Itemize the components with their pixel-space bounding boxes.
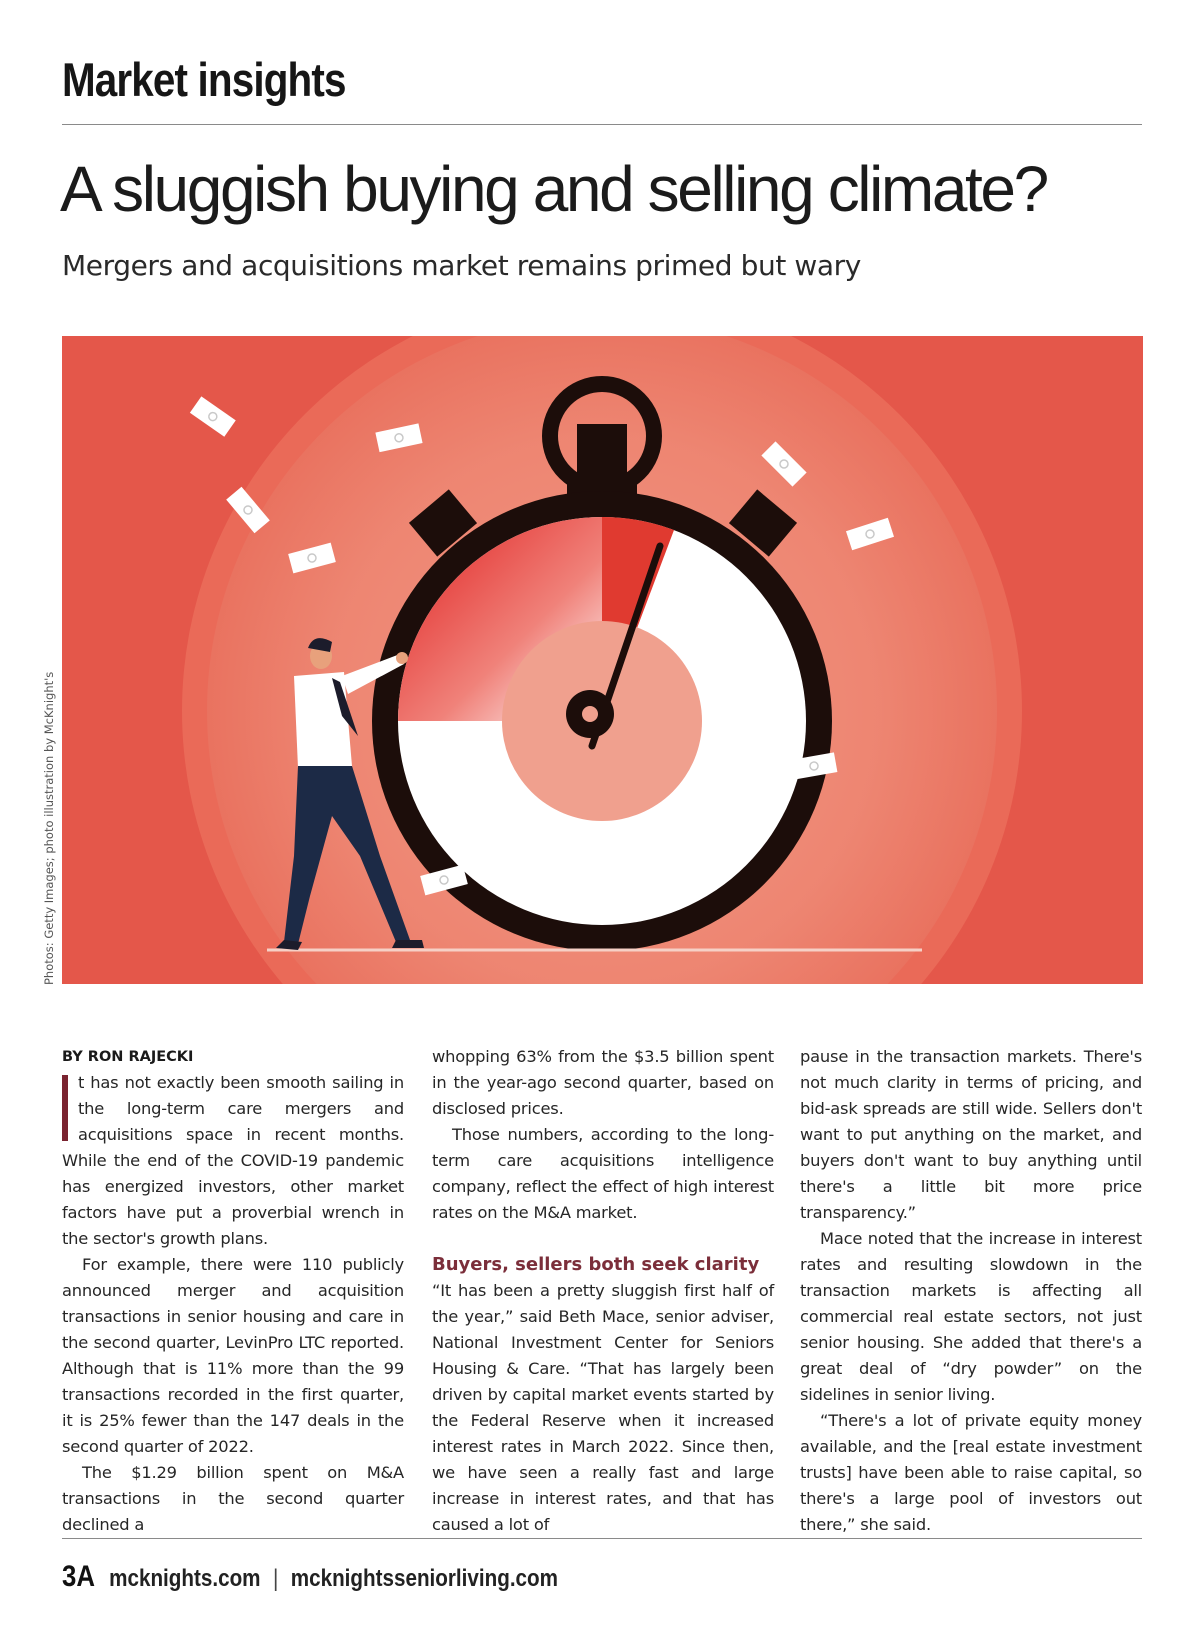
article-column-2 bbox=[432, 1044, 774, 1538]
byline: BY RON RAJECKI bbox=[62, 1049, 194, 1065]
subhead: Buyers, sellers both seek clarity bbox=[432, 1254, 760, 1275]
article-column-1 bbox=[62, 1044, 404, 1538]
footer-divider bbox=[62, 1538, 1142, 1539]
paragraph: “It has been a pretty sluggish first half of the year,” said Beth Mace, senior adviser, National Investment Center for Seniors Housing & Care. “That has largely been driven by capital market events started by the Federal Reserve when it increased interest rates in March 2022. Since then, we have seen a really fast and large increase in interest rates, and that has caused a lot of bbox=[432, 1281, 774, 1534]
article-column-3 bbox=[800, 1044, 1142, 1538]
dropcap bbox=[62, 1075, 68, 1141]
intro-paragraph: t has not exactly been smooth sailing in the long-term care mergers and acquisitions space in recent months. While the end of the COVID-19 pandemic has energized investors, other market factors have put a proverbial wrench in the sector's growth plans. bbox=[62, 1073, 404, 1248]
paragraph: For example, there were 110 publicly announced merger and acquisition transactions in senior housing and care in the second quarter, LevinPro LTC reported. Although that is 11% more than the 99 transactions recorded in the first quarter, it is 25% fewer than the 147 deals in the second quarter of 2022. bbox=[62, 1255, 404, 1456]
footer-link-seniorliving[interactable]: mcknightsseniorliving.com bbox=[290, 1565, 558, 1592]
paragraph: “There's a lot of private equity money available, and the [real estate investment trusts] have been able to raise capital, so there's a large pool of investors out there,” she said. bbox=[800, 1411, 1142, 1534]
paragraph: The $1.29 billion spent on M&A transactions in the second quarter declined a bbox=[62, 1463, 404, 1534]
paragraph: Those numbers, according to the long-term care acquisitions intelligence company, reflect the effect of high interest rates on the M&A market. bbox=[432, 1125, 774, 1222]
article-headline: A sluggish buying and selling climate? bbox=[60, 153, 1047, 225]
article-deck: Mergers and acquisitions market remains primed but wary bbox=[62, 249, 861, 282]
stopwatch-crown bbox=[577, 424, 627, 490]
page-footer bbox=[62, 1560, 558, 1594]
paragraph: Mace noted that the increase in interest rates and resulting slowdown in the transaction markets is affecting all commercial real estate sectors, not just senior housing. She added that there's a great deal of “dry powder” on the sidelines in senior living. bbox=[800, 1229, 1142, 1404]
stopwatch-illustration bbox=[62, 336, 1143, 984]
paragraph: whopping 63% from the $3.5 billion spent in the year-ago second quarter, based on disclosed prices. bbox=[432, 1047, 774, 1118]
footer-separator: | bbox=[272, 1565, 279, 1592]
header-divider bbox=[62, 124, 1142, 125]
paragraph: pause in the transaction markets. There's not much clarity in terms of pricing, and bid-ask spreads are still wide. Sellers don't want to put anything on the market, and buyers don't want to buy anything until there's a little bit more price transparency.” bbox=[800, 1047, 1142, 1222]
page-number: 3A bbox=[62, 1560, 95, 1593]
footer-link-mcknights[interactable]: mcknights.com bbox=[109, 1565, 261, 1592]
photo-credit: Photos: Getty Images; photo illustration by McKnight's bbox=[42, 671, 56, 985]
section-label: Market insights bbox=[62, 53, 346, 106]
